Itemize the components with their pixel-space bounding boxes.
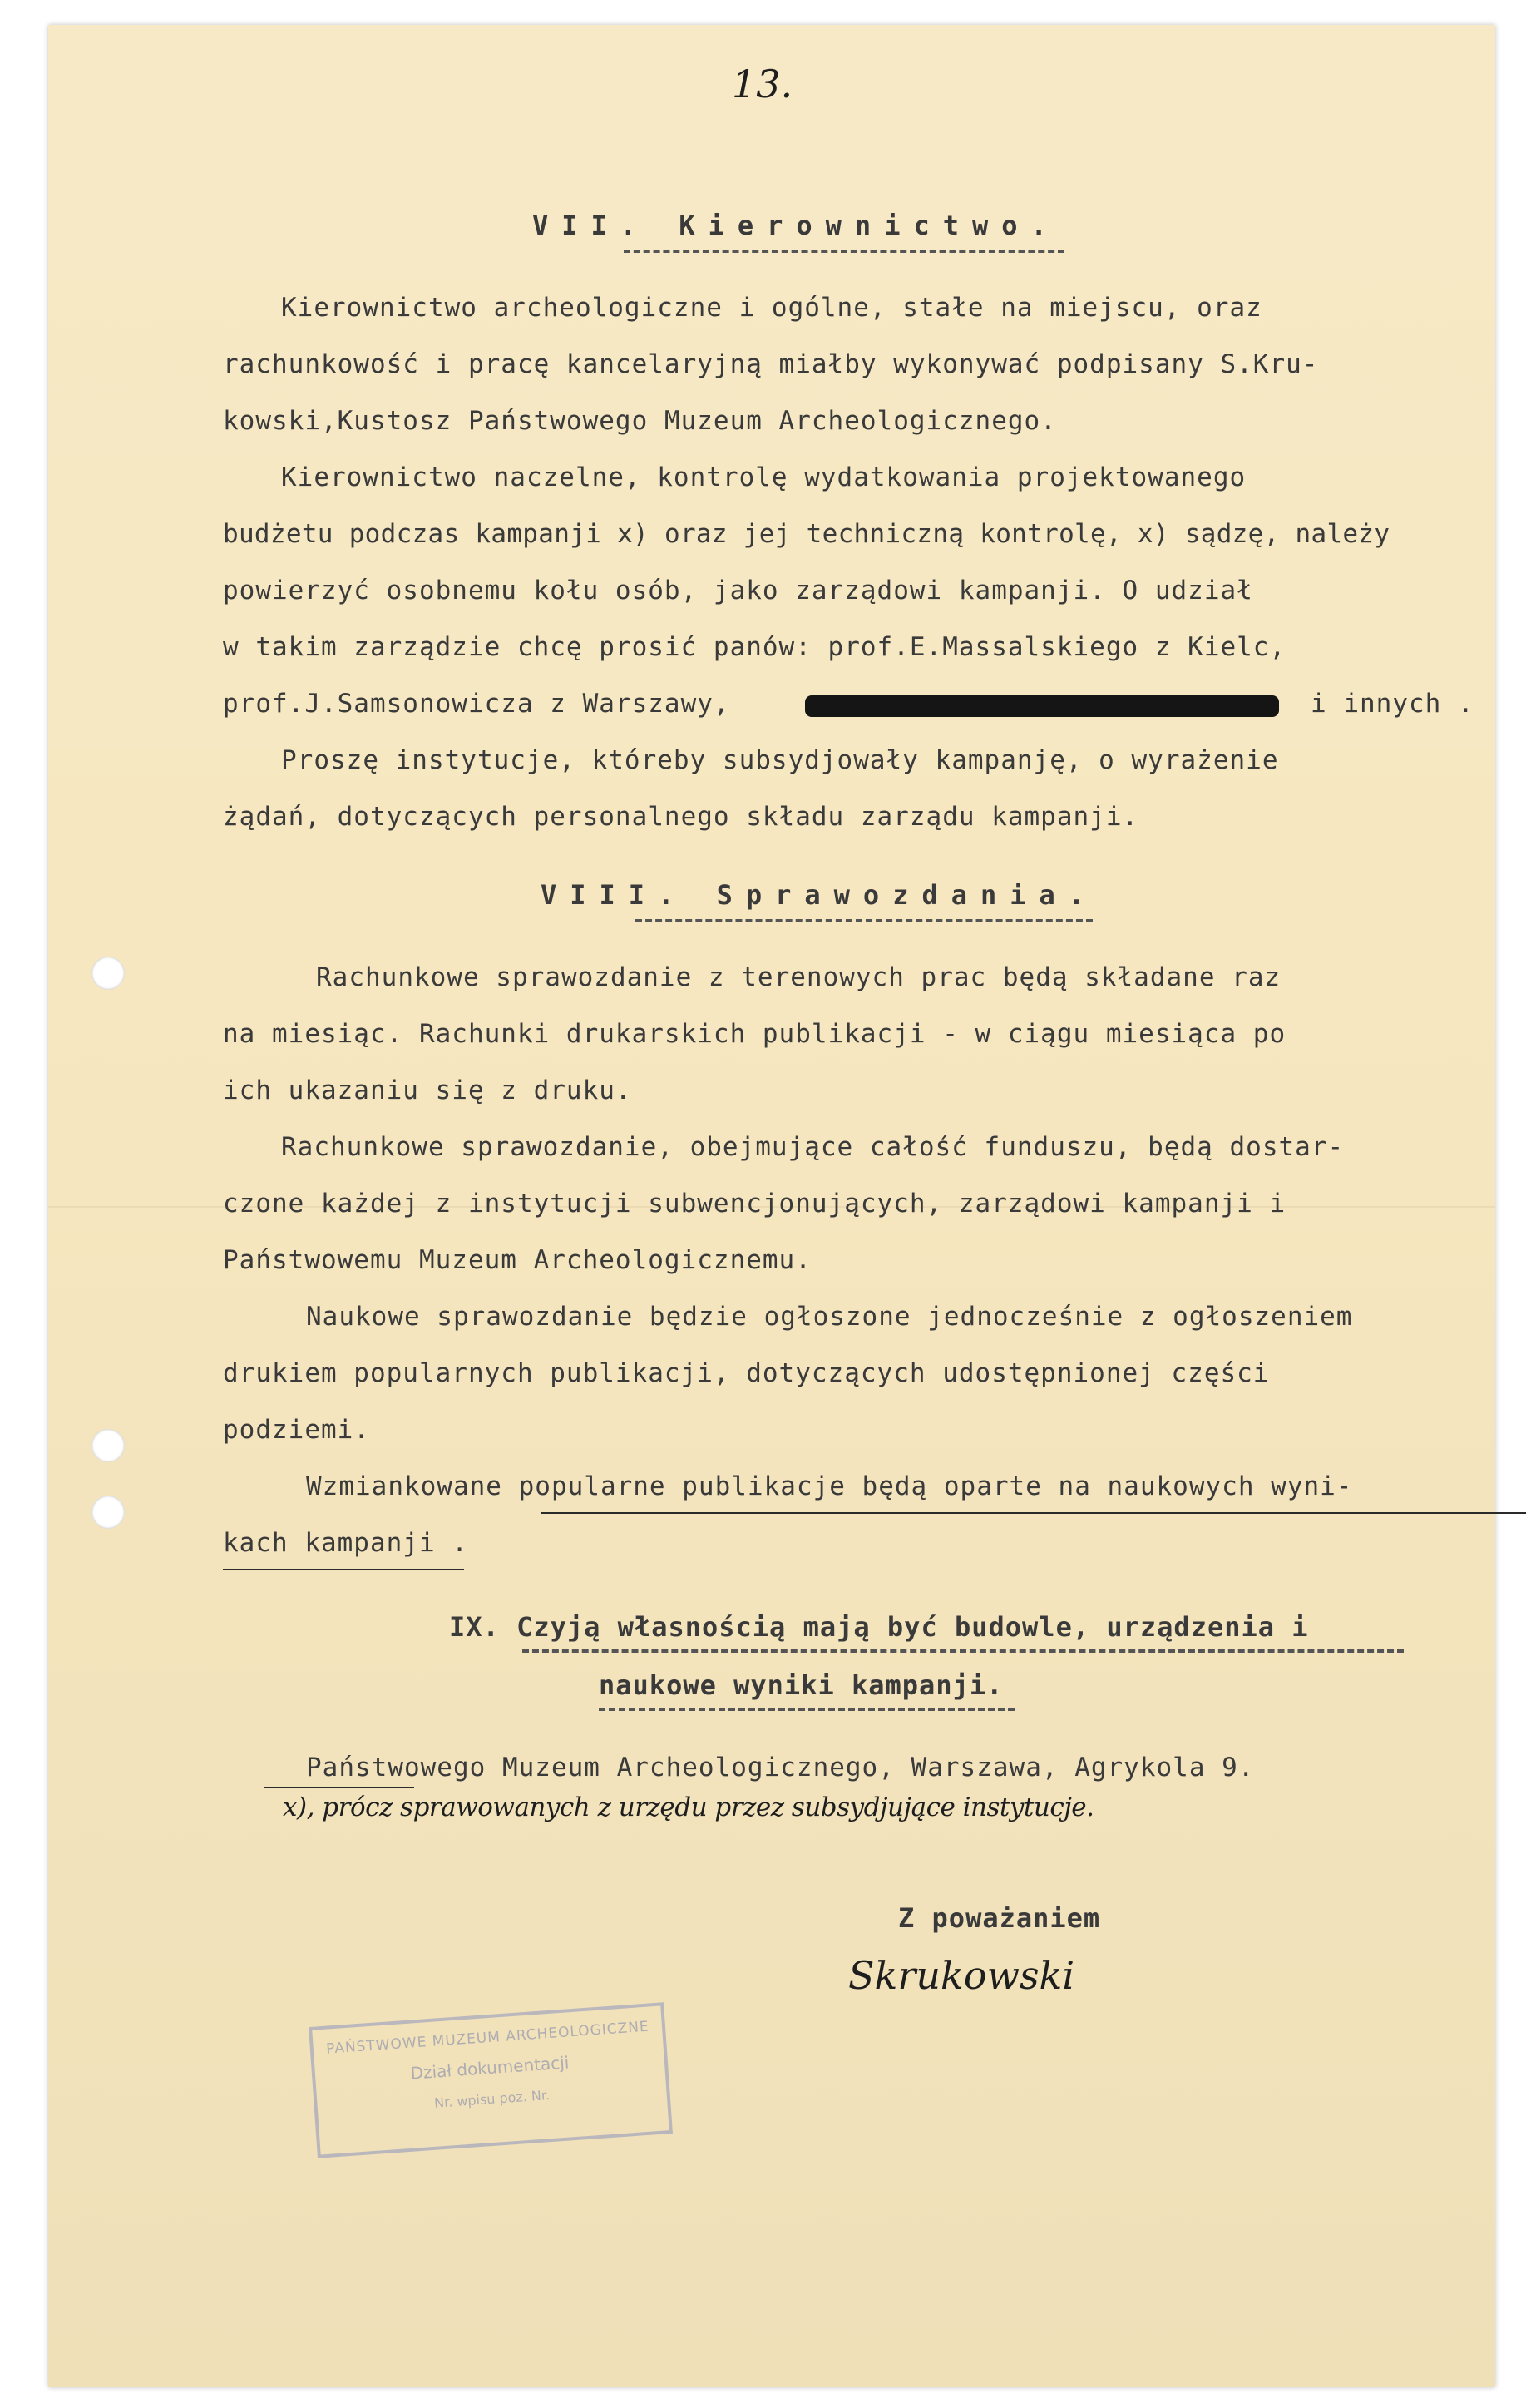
section-8-line: Wzmiankowane popularne publikacje będą oparte na naukowych wyni- <box>306 1471 1353 1501</box>
section-8-line: na miesiąc. Rachunki drukarskich publikacji - w ciągu miesiąca po <box>223 1019 1286 1049</box>
section-8-line: kach kampanji . <box>223 1528 468 1558</box>
punch-hole <box>91 1429 125 1462</box>
section-8-line: Rachunkowe sprawozdanie, obejmujące całość funduszu, będą dostar- <box>281 1132 1345 1162</box>
section-7-line: i innych . <box>1311 689 1474 719</box>
section-9-heading-underline <box>522 1649 1404 1653</box>
archive-stamp <box>309 2002 673 2158</box>
stamp-line-3: Nr. wpisu poz. Nr. <box>433 2087 551 2111</box>
section-9-heading-underline <box>599 1708 1015 1711</box>
section-7-line: kowski,Kustosz Państwowego Muzeum Archeologicznego. <box>223 406 1057 436</box>
handwritten-underline <box>541 1512 1526 1514</box>
section-9-heading-line-1: IX. Czyją własnością mają być budowle, urządzenia i <box>449 1611 1309 1643</box>
section-9-body: Państwowego Muzeum Archeologicznego, Warszawa, Agrykola 9. <box>306 1753 1255 1783</box>
section-8-line: czone każdej z instytucji subwencjonujących, zarządowi kampanji i <box>223 1189 1286 1219</box>
section-7-line: żądań, dotyczących personalnego składu zarządu kampanji. <box>223 802 1139 832</box>
handwritten-underline <box>264 1787 414 1788</box>
section-7-line: Proszę instytucje, któreby subsydjowały kampanję, o wyrażenie <box>281 745 1279 775</box>
stamp-line-1: PAŃSTWOWE MUZEUM ARCHEOLOGICZNE <box>325 2018 650 2058</box>
handwritten-footnote: x), prócz sprawowanych z urzędu przez subsydjujące instytucje. <box>283 1792 1094 1822</box>
section-7-heading-underline <box>624 250 1064 253</box>
section-7-line: w takim zarządzie chcę prosić panów: prof.E.Massalskiego z Kielc, <box>223 632 1286 662</box>
signature: Skrukowski <box>848 1953 1075 1998</box>
struck-out-text <box>805 695 1279 717</box>
section-8-line: ich ukazaniu się z druku. <box>223 1075 632 1105</box>
page-number: 13. <box>732 62 793 106</box>
section-8-line: Naukowe sprawozdanie będzie ogłoszone jednocześnie z ogłoszeniem <box>306 1302 1353 1332</box>
section-8-heading-underline <box>635 919 1093 922</box>
stamp-line-2: Dział dokumentacji <box>409 2052 570 2084</box>
section-8-line: drukiem popularnych publikacji, dotyczących udostępnionej części <box>223 1358 1270 1388</box>
punch-hole <box>91 1496 125 1529</box>
section-9-heading-line-2: naukowe wyniki kampanji. <box>599 1669 1004 1701</box>
section-8-line: podziemi. <box>223 1415 370 1445</box>
section-8-line: Rachunkowe sprawozdanie z terenowych prac będą składane raz <box>316 962 1282 992</box>
section-7-line: budżetu podczas kampanji x) oraz jej techniczną kontrolę, x) sądzę, należy <box>223 519 1390 549</box>
section-7-line: rachunkowość i pracę kancelaryjną miałby wykonywać podpisany S.Kru- <box>223 349 1319 379</box>
section-8-heading: VIII. Sprawozdania. <box>541 879 1099 911</box>
section-7-heading: VII. Kierownictwo. <box>532 210 1060 241</box>
closing-salutation: Z poważaniem <box>898 1902 1101 1934</box>
section-7-line: prof.J.Samsonowicza z Warszawy, <box>223 689 730 719</box>
handwritten-underline <box>223 1569 464 1570</box>
document-page <box>48 25 1495 2387</box>
section-8-line: Państwowemu Muzeum Archeologicznemu. <box>223 1245 812 1275</box>
section-7-line: powierzyć osobnemu kołu osób, jako zarządowi kampanji. O udział <box>223 576 1253 606</box>
section-7-line: Kierownictwo naczelne, kontrolę wydatkowania projektowanego <box>281 462 1247 492</box>
punch-hole <box>91 957 125 990</box>
section-7-line: Kierownictwo archeologiczne i ogólne, stałe na miejscu, oraz <box>281 293 1262 323</box>
